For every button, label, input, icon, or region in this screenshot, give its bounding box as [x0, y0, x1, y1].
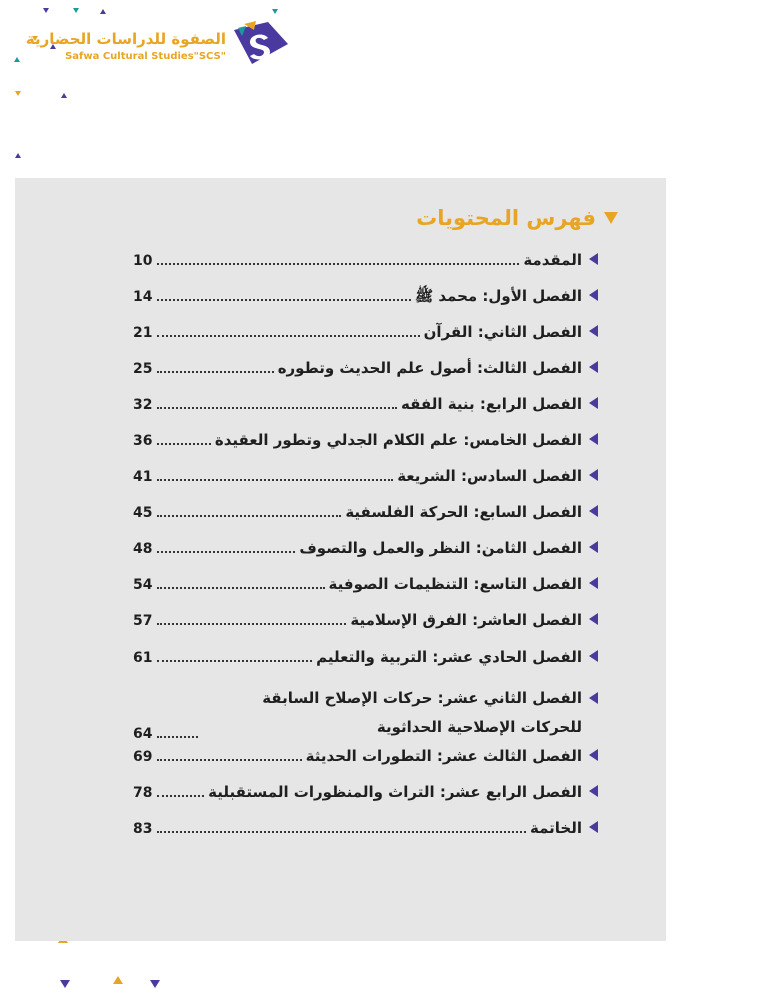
arrow-left-icon — [589, 433, 598, 445]
dot-leader — [157, 587, 325, 589]
toc-entry-page: 32 — [133, 397, 153, 414]
toc-entry-page: 10 — [133, 253, 153, 270]
decor-triangle — [43, 8, 49, 13]
scs-logo-mark-icon — [230, 20, 290, 66]
toc-entry-page: 25 — [133, 361, 153, 378]
decor-triangle — [100, 9, 106, 14]
toc-entry-title: الفصل الحادي عشر: التربية والتعليم — [316, 648, 582, 666]
decor-triangle — [113, 976, 123, 984]
toc-entry-title: الفصل التاسع: التنظيمات الصوفية — [328, 575, 582, 593]
toc-entry-title: الفصل السادس: الشريعة — [397, 467, 582, 485]
publisher-name-english: Safwa Cultural Studies"SCS" — [65, 51, 226, 62]
toc-entry-title: الفصل السابع: الحركة الفلسفية — [345, 503, 582, 521]
dot-leader — [157, 736, 198, 738]
toc-entry-page: 41 — [133, 469, 153, 486]
triangle-down-icon — [604, 212, 618, 224]
dot-leader — [157, 623, 346, 625]
arrow-left-icon — [589, 469, 598, 481]
dot-leader — [157, 515, 341, 517]
arrow-left-icon — [589, 577, 598, 589]
dot-leader — [157, 407, 397, 409]
toc-entry-title: الفصل الثالث: أصول علم الحديث وتطوره — [277, 359, 582, 377]
toc-entry-title: الفصل الثامن: النظر والعمل والتصوف — [299, 539, 582, 557]
toc-entry-introduction[interactable] — [133, 252, 598, 269]
toc-entry-chapter-11[interactable] — [133, 649, 598, 666]
toc-entry-chapter-10[interactable] — [133, 612, 598, 629]
dot-leader — [157, 263, 519, 265]
arrow-left-icon — [589, 361, 598, 373]
toc-entry-title: الفصل العاشر: الفرق الإسلامية — [350, 611, 582, 629]
toc-entry-page: 21 — [133, 325, 153, 342]
arrow-left-icon — [589, 821, 598, 833]
toc-heading-text: فهرس المحتويات — [416, 206, 596, 230]
dot-leader — [157, 831, 526, 833]
toc-entry-chapter-8[interactable] — [133, 540, 598, 557]
toc-entry-chapter-4[interactable] — [133, 396, 598, 413]
arrow-left-icon — [589, 505, 598, 517]
publisher-logo — [25, 18, 290, 68]
toc-entry-page: 57 — [133, 613, 153, 630]
toc-entry-chapter-9[interactable] — [133, 576, 598, 593]
decor-triangle — [73, 8, 79, 13]
toc-entry-title: الفصل الخامس: علم الكلام الجدلي وتطور العقيدة — [214, 431, 582, 449]
toc-entry-page: 83 — [133, 821, 153, 838]
arrow-left-icon — [589, 541, 598, 553]
toc-entry-page: 69 — [133, 749, 153, 766]
dot-leader — [157, 335, 420, 337]
toc-entry-page: 78 — [133, 785, 153, 802]
dot-leader — [157, 479, 393, 481]
decor-triangle — [14, 57, 20, 62]
decor-triangle — [150, 980, 160, 988]
dot-leader — [157, 795, 204, 797]
toc-entry-page: 45 — [133, 505, 153, 522]
dot-leader — [157, 660, 312, 662]
toc-entry-title: الفصل الثاني عشر: حركات الإصلاح السابقة للحركات الإصلاحية الحداثوية — [262, 689, 582, 736]
toc-entry-page: 14 — [133, 289, 153, 306]
arrow-left-icon — [589, 749, 598, 761]
dot-leader — [157, 551, 295, 553]
arrow-left-icon — [589, 613, 598, 625]
toc-entry-chapter-7[interactable] — [133, 504, 598, 521]
toc-entry-title: الخاتمة — [529, 819, 582, 837]
toc-entry-title: المقدمة — [523, 251, 582, 269]
toc-entry-chapter-13[interactable] — [133, 748, 598, 765]
toc-entry-page: 54 — [133, 577, 153, 594]
toc-entry-title: الفصل الثاني: القرآن — [423, 323, 582, 341]
dot-leader — [157, 371, 274, 373]
toc-entry-chapter-6[interactable] — [133, 468, 598, 485]
arrow-left-icon — [589, 692, 598, 704]
toc-entry-chapter-14[interactable] — [133, 784, 598, 801]
toc-entry-chapter-2[interactable] — [133, 324, 598, 341]
arrow-left-icon — [589, 289, 598, 301]
arrow-left-icon — [589, 785, 598, 797]
toc-entry-page: 48 — [133, 541, 153, 558]
decor-triangle — [15, 91, 21, 96]
toc-entry-conclusion[interactable] — [133, 820, 598, 837]
toc-entry-title: الفصل الثالث عشر: التطورات الحديثة — [305, 747, 582, 765]
dot-leader — [157, 443, 211, 445]
toc-entry-chapter-1[interactable] — [133, 288, 598, 305]
arrow-left-icon — [589, 253, 598, 265]
toc-entry-title: الفصل الرابع: بنية الفقه — [401, 395, 582, 413]
toc-entry-page: 61 — [133, 650, 153, 667]
toc-entry-page: 64 — [133, 725, 153, 742]
dot-leader — [157, 759, 302, 761]
decor-triangle — [272, 9, 278, 14]
arrow-left-icon — [589, 397, 598, 409]
toc-entry-page: 36 — [133, 433, 153, 450]
toc-entry-title: الفصل الرابع عشر: التراث والمنظورات المستقبلية — [208, 783, 582, 801]
toc-entry-chapter-3[interactable] — [133, 360, 598, 377]
toc-entry-title: الفصل الأول: محمد ﷺ — [415, 287, 582, 305]
decor-triangle — [61, 93, 67, 98]
arrow-left-icon — [589, 325, 598, 337]
decor-triangle — [60, 980, 70, 988]
dot-leader — [157, 299, 411, 301]
table-of-contents-panel — [15, 178, 666, 941]
toc-entry-chapter-12[interactable] — [133, 684, 598, 742]
publisher-name-arabic: الصفوة للدراسات الحضارية — [25, 30, 226, 48]
toc-entry-chapter-5[interactable] — [133, 432, 598, 449]
toc-heading — [416, 206, 618, 230]
arrow-left-icon — [589, 650, 598, 662]
decor-triangle — [15, 153, 21, 158]
